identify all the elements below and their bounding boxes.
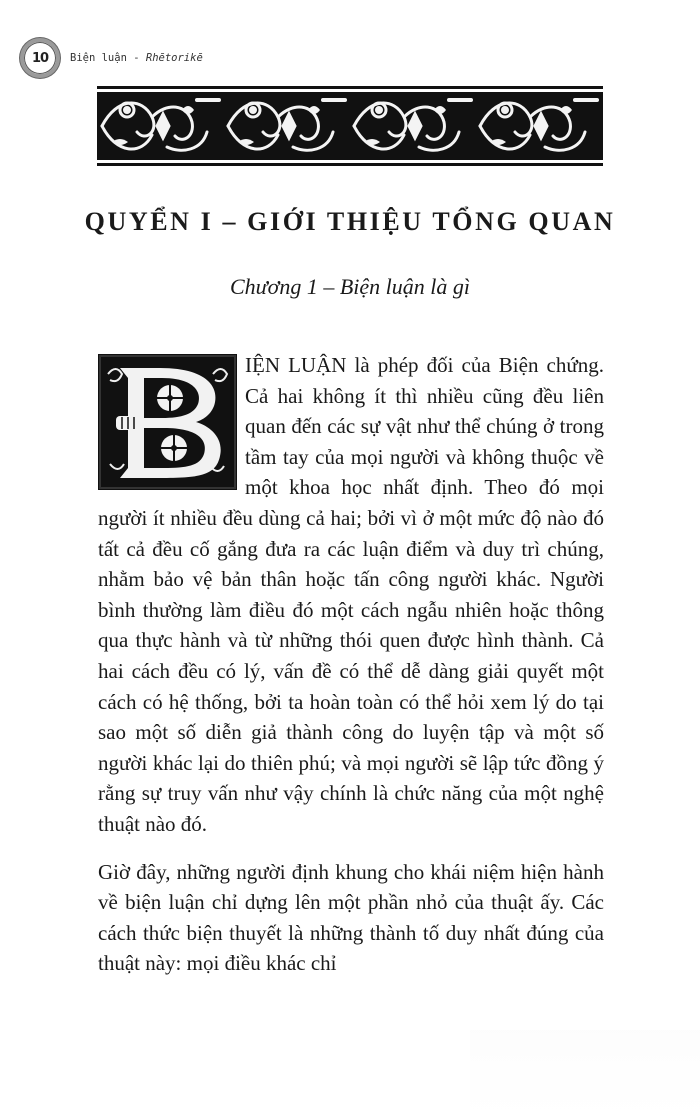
paragraph: Giờ đây, những người định khung cho khái niệm hiện hành về biện luận chỉ dựng lên một phần nhỏ của thuật ấy. Các cách thức biện thuyết là những thành tố duy nhất đúng của thuật này: mọi điều khác chỉ <box>98 859 604 976</box>
page-number-badge <box>20 38 60 78</box>
running-title-text: Biện luận - <box>70 52 140 64</box>
floral-border-ornament-icon <box>97 86 603 166</box>
page-number: 10 <box>31 50 49 66</box>
book-title: QUYỂN I – GIỚI THIỆU TỔNG QUAN <box>84 207 616 236</box>
running-subtitle-text: Rhētorikē <box>145 52 203 64</box>
body-text <box>98 350 604 979</box>
running-title <box>70 52 203 64</box>
scan-artifact <box>470 1030 700 1119</box>
running-header <box>20 36 203 80</box>
chapter-title: Chương 1 – Biện luận là gì <box>229 274 471 299</box>
ornamental-dropcap-b-icon <box>98 354 237 490</box>
paragraph: IỆN LUẬN là phép đối của Biện chứng. Cả hai không ít thì nhiều cũng đều liên quan đến các sự vật như thể chúng ở trong tầm tay của mọi người và không thuộc về một khoa học nhất định. Theo đó mọi người ít nhiều đều dùng cả hai; bởi vì ở một mức độ nào đó tất cả đều cố gắng đưa ra các luận điểm và duy trì chúng, nhằm bảo vệ bản thân hoặc tấn công người khác. Người bình thường làm điều đó một cách ngẫu nhiên hoặc thông qua thực hành và từ những thói quen được hình thành. Cả hai cách đều có lý, vấn đề có thể dễ dàng giải quyết một cách có hệ thống, bởi ta hoàn toàn có thể hỏi xem lý do tại sao một số diễn giả thành công do luyện tập và một số người khác lại do thiên phú; và mọi người sẽ lập tức đồng ý rằng sự truy vấn như vậy chính là chức năng của một nghệ thuật nào đó. <box>98 353 604 836</box>
